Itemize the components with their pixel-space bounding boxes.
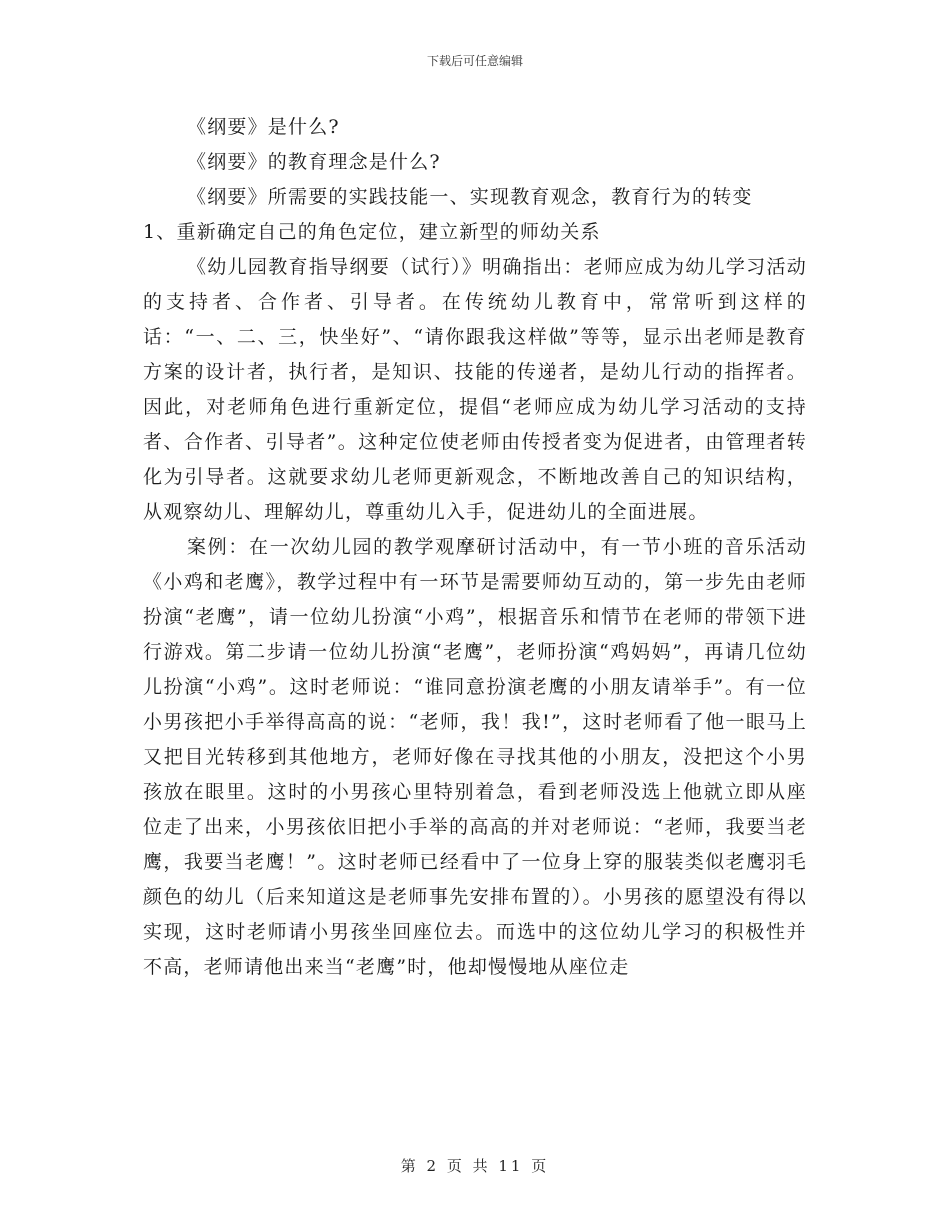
paragraph-guideline: 《幼儿园教育指导纲要（试行）》明确指出：老师应成为幼儿学习活动的支持者、合作者、引导者。在传统幼儿教育中，常常听到这样的话：“一、二、三，快坐好”、“请你跟我这样做”等等，显示出老师是教育方案的设计者，执行者，是知识、技能的传递者，是幼儿行动的指挥者。因此，对老师角色进行重新定位，提倡“老师应成为幼儿学习活动的支持者、合作者、引导者”。这种定位使老师由传授者变为促进者，由管理者转化为引导者。这就要求幼儿老师更新观念，不断地改善自己的知识结构，从观察幼儿、理解幼儿，尊重幼儿入手，促进幼儿的全面进展。 (143, 256, 807, 523)
paragraph-case-study: 案例：在一次幼儿园的教学观摩研讨活动中，有一节小班的音乐活动《小鸡和老鹰》，教学过程中有一环节是需要师幼互动的，第一步先由老师扮演“老鹰”，请一位幼儿扮演“小鸡”，根据音乐和情节在老师的带领下进行游戏。第二步请一位幼儿扮演“老鹰”，老师扮演“鸡妈妈”，再请几位幼儿扮演“小鸡”。这时老师说：“谁同意扮演老鹰的小朋友请举手”。有一位小男孩把小手举得高高的说：“老师，我！我!”，这时老师看了他一眼马上又把目光转移到其他地方，老师好像在寻找其他的小朋友，没把这个小男孩放在眼里。这时的小男孩心里特别着急，看到老师没选上他就立即从座位走了出来，小男孩依旧把小手举的高高的并对老师说：“老师，我要当老鹰，我要当老鹰！”。这时老师已经看中了一位身上穿的服装类似老鹰羽毛颜色的幼儿（后来知道这是老师事先安排布置的）。小男孩的愿望没有得以实现，这时老师请小男孩坐回座位去。而选中的这位幼儿学习的积极性并不高，老师请他出来当“老鹰”时，他却慢慢地从座位走 (143, 536, 807, 978)
document-body (143, 110, 807, 985)
paragraph-practice-skills: 《纲要》所需要的实践技能一、实现教育观念，教育行为的转变 (187, 186, 753, 208)
paragraph-question-what: 《纲要》是什么? (187, 116, 340, 138)
paragraph-question-concept: 《纲要》的教育理念是什么? (187, 151, 441, 173)
page-header: 下载后可任意编辑 (426, 54, 523, 68)
section-heading-role: 1、重新确定自己的角色定位，建立新型的师幼关系 (143, 221, 601, 243)
page-footer: 第 2 页 共 11 页 (400, 1157, 550, 1175)
